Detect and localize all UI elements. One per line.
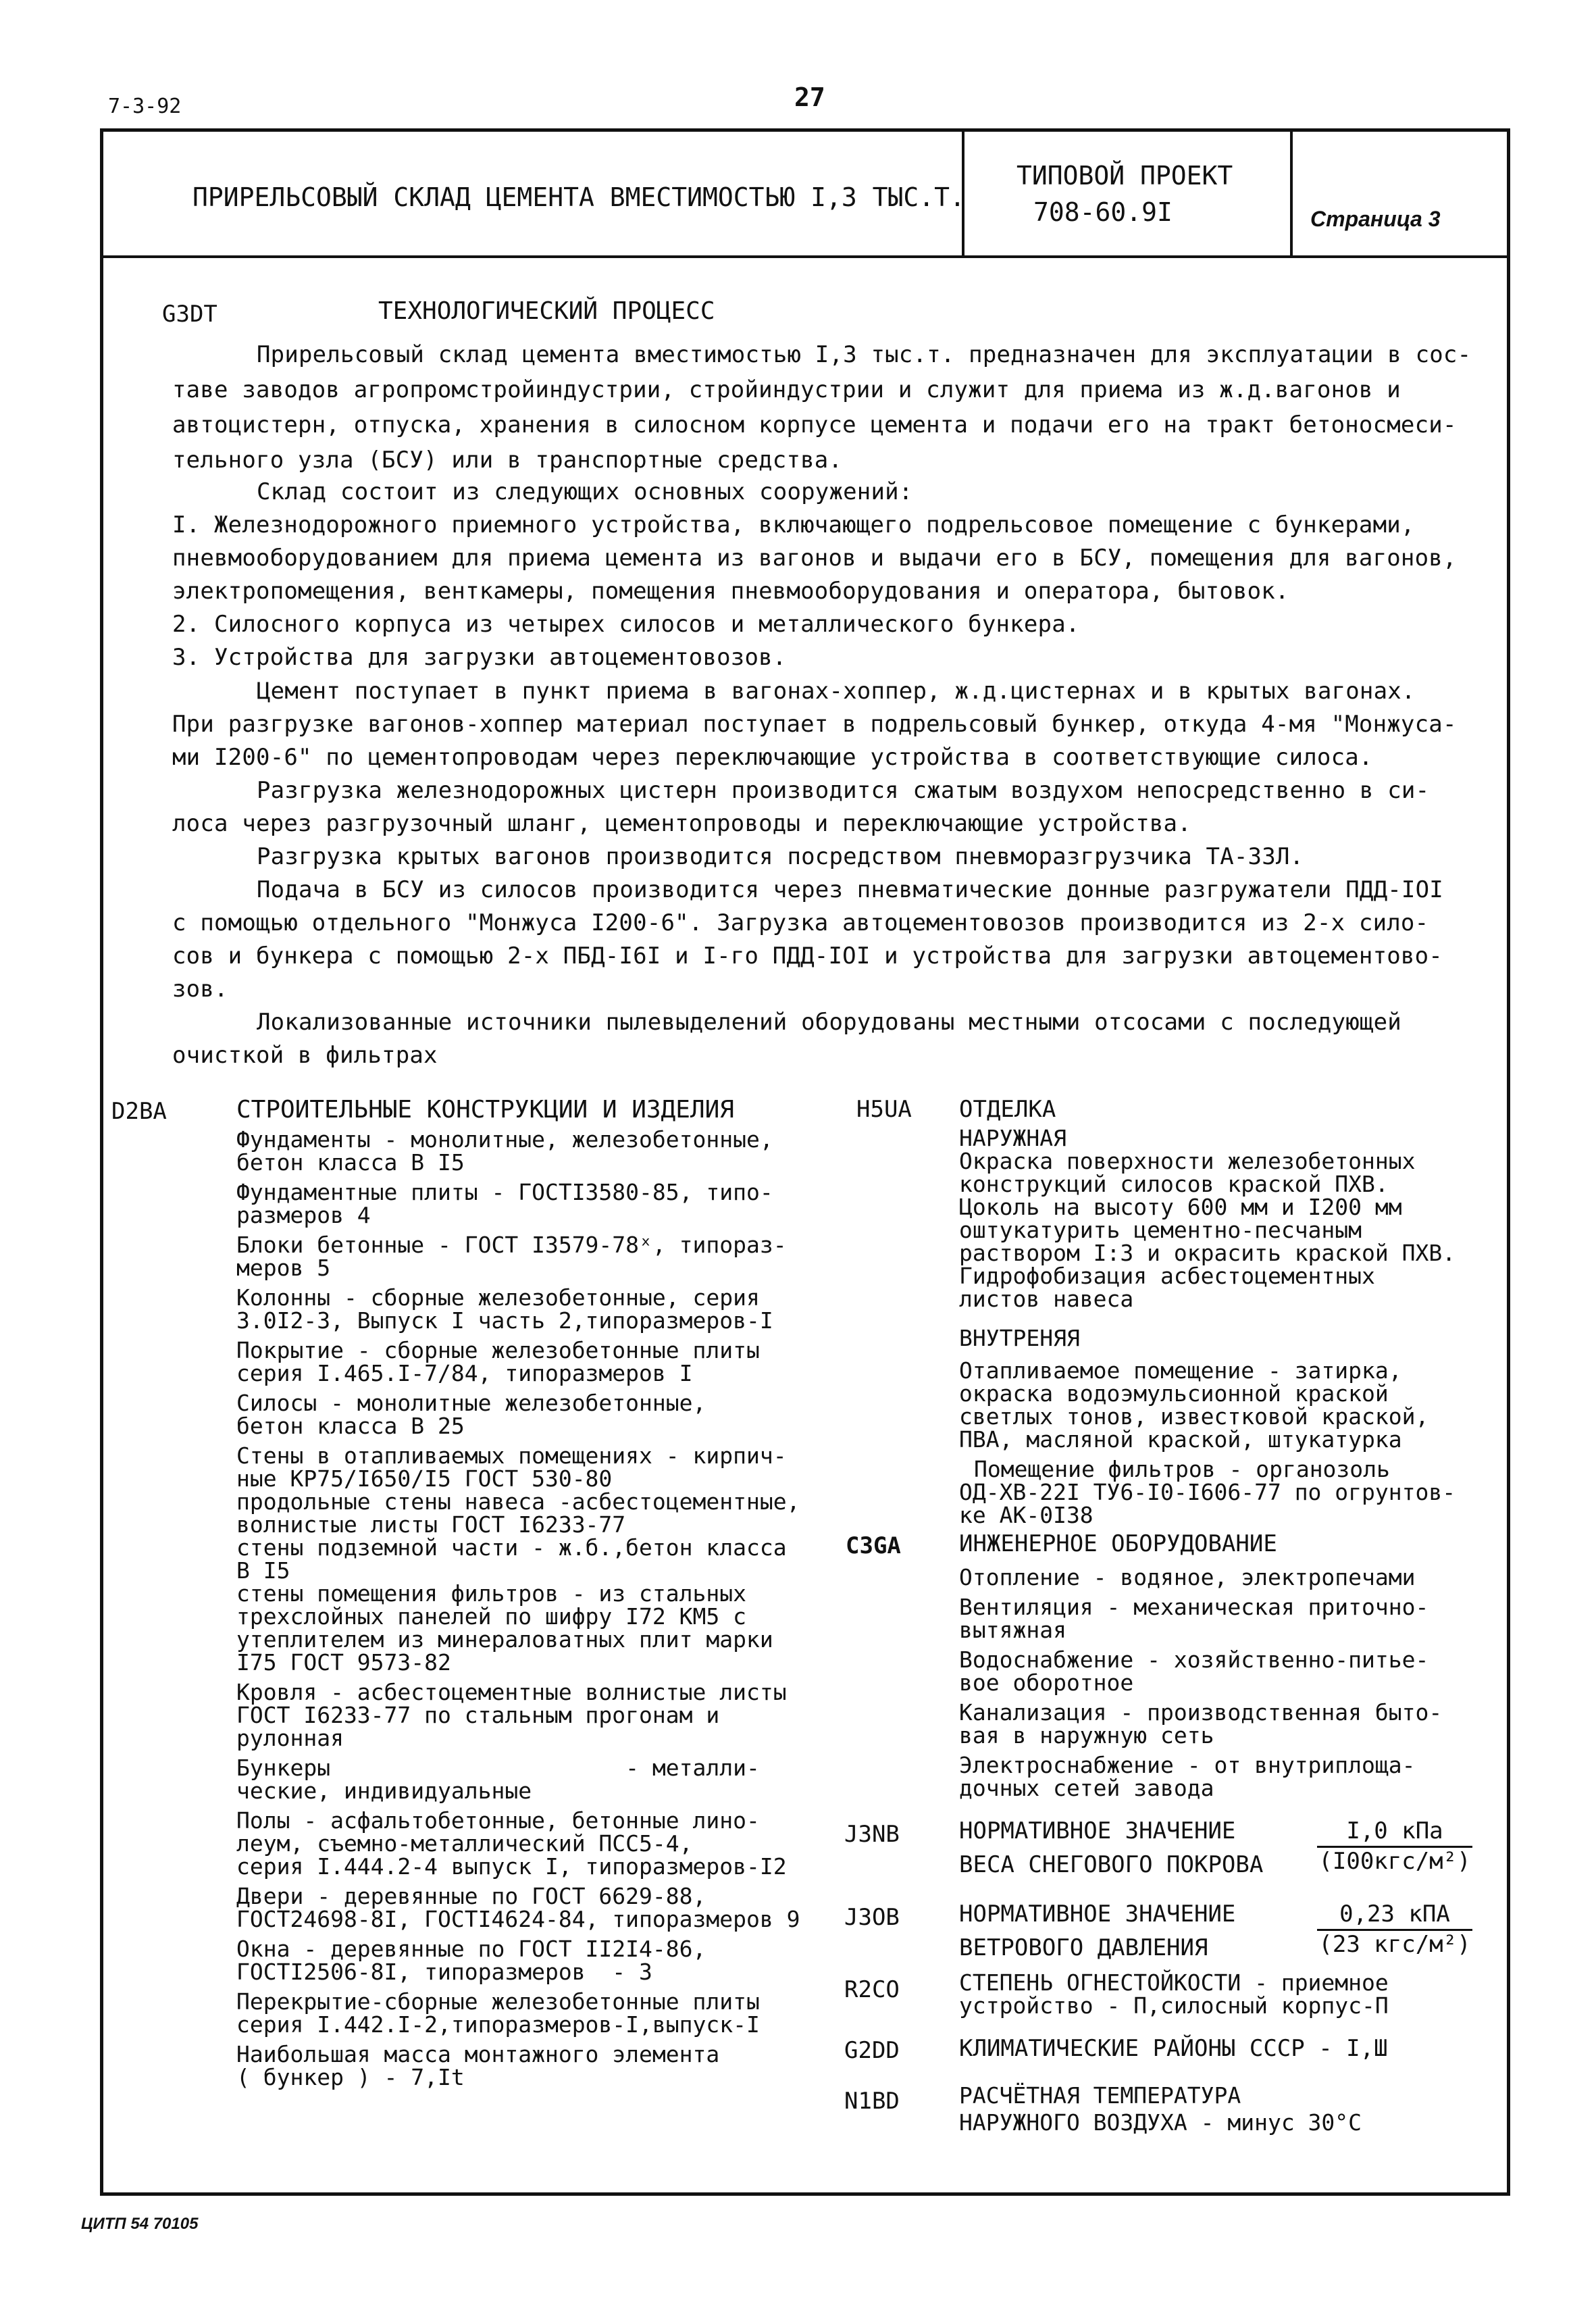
- wind-label-1: НОРМАТИВНОЕ ЗНАЧЕНИЕ: [959, 1901, 1236, 1928]
- list-item: леум, съемно-металлический ПСС5-4,: [236, 1830, 693, 1857]
- list-item: Кровля - асбестоцементные волнистые листы: [236, 1679, 787, 1705]
- finish-outer-heading: НАРУЖНАЯ: [959, 1125, 1066, 1151]
- list-item: размеров 4: [236, 1202, 371, 1228]
- intro-line: очисткой в фильтрах: [172, 1042, 438, 1069]
- section-heading-finish: ОТДЕЛКА: [959, 1096, 1056, 1123]
- list-item: серия I.444.2-4 выпуск I, типоразмеров-I2: [236, 1853, 787, 1880]
- wind-value: [1317, 1901, 1472, 1958]
- list-item: Стены в отапливаемых помещениях - кирпич-: [236, 1442, 787, 1469]
- snow-value: [1317, 1817, 1472, 1875]
- sheet-label: Страница 3: [1310, 207, 1441, 231]
- finish-line: ке АК-0I38: [959, 1502, 1093, 1528]
- list-item: Электроснабжение - от внутриплоща-: [959, 1752, 1416, 1778]
- finish-line: Окраска поверхности железобетонных: [959, 1148, 1416, 1174]
- engineering-list: [959, 1566, 1442, 1800]
- header-col-divider-2: [1290, 128, 1293, 257]
- list-item: Полы - асфальтобетонные, бетонные лино-: [236, 1807, 760, 1834]
- snow-label-2: ВЕСА СНЕГОВОГО ПОКРОВА: [959, 1851, 1264, 1878]
- intro-line: Разгрузка крытых вагонов производится посредством пневморазгрузчика ТА-33Л.: [257, 843, 1304, 870]
- list-item: 3.0I2-3, Выпуск I часть 2,типоразмеров-I: [236, 1307, 773, 1334]
- temperature: [959, 2084, 1362, 2134]
- finish-line: Цоколь на высоту 600 мм и I200 мм: [959, 1194, 1402, 1220]
- list-item: Наибольшая масса монтажного элемента: [236, 2041, 720, 2067]
- intro-line: Разгрузка железнодорожных цистерн производится сжатым воздухом непосредственно в си-: [257, 777, 1430, 804]
- section-code-intro: G3DT: [162, 301, 217, 328]
- intro-line: Склад состоит из следующих основных сооружений:: [257, 478, 913, 505]
- intro-line: ми I200-6" по цементопроводам через переключающие устройства в соответствующие силоса.: [172, 744, 1373, 771]
- list-item: I75 ГОСТ 9573-82: [236, 1649, 451, 1676]
- list-item: Блоки бетонные - ГОСТ I3579-78ˣ, типораз-: [236, 1232, 787, 1258]
- intro-line: 3. Устройства для загрузки автоцементовозов.: [172, 644, 787, 671]
- finish-line: ПВА, масляной краской, штукатурка: [959, 1426, 1402, 1453]
- list-item: ческие, индивидуальные: [236, 1778, 532, 1804]
- wind-value-kgs: (23 кгс/м²): [1318, 1931, 1471, 1958]
- doc-code: 7-3-92: [108, 95, 182, 118]
- section-code-finish: H5UA: [856, 1096, 912, 1123]
- list-item: ГОСТI2506-8I, типоразмеров - 3: [236, 1959, 652, 1985]
- project-label: ТИПОВОЙ ПРОЕКТ: [1016, 161, 1233, 191]
- section-heading-constructions: СТРОИТЕЛЬНЫЕ КОНСТРУКЦИИ И ИЗДЕЛИЯ: [236, 1096, 734, 1124]
- list-item: дочных сетей завода: [959, 1775, 1214, 1801]
- section-code-constructions: D2BA: [111, 1098, 167, 1125]
- intro-line: 2. Силосного корпуса из четырех силосов и металлического бункера.: [172, 611, 1080, 638]
- finish-line: Отапливаемое помещение - затирка,: [959, 1357, 1402, 1384]
- list-item: Фундаментные плиты - ГОСТI3580-85, типо-: [236, 1179, 773, 1205]
- document-title: ПРИРЕЛЬСОВЫЙ СКЛАД ЦЕМЕНТА ВМЕСТИМОСТЬЮ I,3 ТЫС.Т.: [192, 182, 965, 212]
- section-code-fire: R2CO: [844, 1976, 900, 2003]
- list-item: Перекрытие-сборные железобетонные плиты: [236, 1988, 760, 2015]
- finish-line: Помещение фильтров - органозоль: [974, 1456, 1390, 1482]
- finish-line: ОД-ХВ-22I ТУ6-I0-I606-77 по огрунтов-: [959, 1479, 1456, 1505]
- section-heading-engineering: ИНЖЕНЕРНОЕ ОБОРУДОВАНИЕ: [959, 1530, 1277, 1557]
- fire-resistance: [959, 1971, 1389, 2017]
- intro-line: Подача в БСУ из силосов производится через пневматические донные разгружатели ПДД-IOI: [257, 876, 1443, 903]
- intro-line: При разгрузке вагонов-хоппер материал поступает в подрельсовый бункер, откуда 4-мя "Монжуса-: [172, 711, 1457, 738]
- construction-list: [236, 1128, 800, 2089]
- intro-line: с помощью отдельного "Монжуса I200-6". Загрузка автоцементовозов производится из 2-х сило-: [172, 909, 1429, 936]
- intro-line: сов и бункера с помощью 2-х ПБД-I6I и I-го ПДД-IOI и устройства для загрузки автоцементово-: [172, 942, 1443, 970]
- list-item: вая в наружную сеть: [959, 1722, 1214, 1749]
- climate-line: КЛИМАТИЧЕСКИЕ РАЙОНЫ СССР - I,Ш: [959, 2035, 1388, 2062]
- intro-line: Локализованные источники пылевыделений оборудованы местными отсосами с последующей: [257, 1009, 1401, 1036]
- section-code-engineering: C3GA: [846, 1532, 901, 1559]
- list-item: Колонны - сборные железобетонные, серия: [236, 1284, 760, 1311]
- footer-stamp: ЦИТП 54 70105: [81, 2215, 199, 2233]
- section-code-climate: G2DD: [844, 2037, 900, 2064]
- snow-value-kpa: I,0 кПа: [1317, 1817, 1472, 1848]
- intro-line: Прирельсовый склад цемента вместимостью I,3 тыс.т. предназначен для эксплуатации в сос-: [257, 341, 1472, 368]
- finish-line: светлых тонов, известковой краской,: [959, 1403, 1429, 1430]
- list-item: Покрытие - сборные железобетонные плиты: [236, 1337, 760, 1363]
- list-item: Бункеры - металли-: [236, 1755, 760, 1781]
- header-divider: [100, 255, 1510, 258]
- list-item: ГОСТ I6233-77 по стальным прогонам и: [236, 1702, 720, 1728]
- project-number: 708-60.9I: [1033, 197, 1173, 227]
- finish-line: раствором I:3 и окрасить краской ПХВ.: [959, 1240, 1456, 1266]
- intro-line: зов.: [172, 976, 228, 1003]
- list-item: бетон класса В 25: [236, 1413, 465, 1439]
- intro-line: автоцистерн, отпуска, хранения в силосном корпусе цемента и подачи его на тракт бетоносмеси-: [172, 411, 1457, 438]
- list-item: ( бункер ) - 7,It: [236, 2064, 465, 2090]
- temperature-line: НАРУЖНОГО ВОЗДУХА - минус 30°С: [959, 2109, 1362, 2136]
- list-item: В I5: [236, 1557, 290, 1584]
- list-item: Фундаменты - монолитные, железобетонные,: [236, 1126, 773, 1153]
- list-item: Отопление - водяное, электропечами: [959, 1564, 1416, 1590]
- section-heading-intro: ТЕХНОЛОГИЧЕСКИЙ ПРОЦЕСС: [378, 297, 715, 325]
- section-code-temperature: N1BD: [844, 2088, 900, 2115]
- list-item: меров 5: [236, 1255, 331, 1281]
- intro-line: тельного узла (БСУ) или в транспортные средства.: [172, 447, 843, 474]
- temperature-line: РАСЧЁТНАЯ ТЕМПЕРАТУРА: [959, 2082, 1241, 2109]
- snow-label-1: НОРМАТИВНОЕ ЗНАЧЕНИЕ: [959, 1817, 1236, 1844]
- intro-line: электропомещения, венткамеры, помещения пневмооборудования и оператора, бытовок.: [172, 578, 1289, 605]
- list-item: рулонная: [236, 1725, 344, 1751]
- list-item: Канализация - производственная быто-: [959, 1699, 1443, 1726]
- intro-line: I. Железнодорожного приемного устройства, включающего подрельсовое помещение с бункерами,: [172, 511, 1415, 538]
- list-item: продольные стены навеса -асбестоцементные,: [236, 1488, 800, 1515]
- finish-line: конструкций силосов краской ПХВ.: [959, 1171, 1389, 1197]
- intro-line: таве заводов агропромстройиндустрии, стройиндустрии и служит для приема из ж.д.вагонов и: [172, 376, 1401, 403]
- list-item: волнистые листы ГОСТ I6233-77: [236, 1511, 626, 1538]
- wind-value-kpa: 0,23 кПА: [1317, 1901, 1472, 1931]
- list-item: Силосы - монолитные железобетонные,: [236, 1390, 706, 1416]
- list-item: Водоснабжение - хозяйственно-питье-: [959, 1646, 1429, 1673]
- section-code-wind: J3OB: [844, 1904, 900, 1931]
- snow-value-kgs: (I00кгс/м²): [1318, 1848, 1471, 1875]
- list-item: бетон класса В I5: [236, 1149, 465, 1176]
- list-item: Двери - деревянные по ГОСТ 6629-88,: [236, 1883, 706, 1909]
- list-item: трехслойных панелей по шифру I72 КМ5 с: [236, 1603, 746, 1630]
- finish-line: окраска водоэмульсионной краской: [959, 1380, 1389, 1407]
- list-item: Вентиляция - механическая приточно-: [959, 1594, 1429, 1620]
- list-item: серия I.442.I-2,типоразмеров-I,выпуск-I: [236, 2011, 760, 2038]
- intro-line: лоса через разгрузочный шланг, цементопроводы и переключающие устройства.: [172, 810, 1191, 837]
- intro-line: пневмооборудованием для приема цемента из вагонов и выдачи его в БСУ, помещения для вагонов,: [172, 545, 1457, 572]
- page-number: 27: [794, 82, 825, 112]
- section-code-snow: J3NB: [844, 1821, 900, 1848]
- list-item: вое оборотное: [959, 1669, 1134, 1696]
- list-item: стены подземной части - ж.б.,бетон класса: [236, 1534, 787, 1561]
- finish-outer: [959, 1127, 1456, 1527]
- finish-inner-heading: ВНУТРЕНЯЯ: [959, 1325, 1080, 1351]
- list-item: стены помещения фильтров - из стальных: [236, 1580, 746, 1607]
- fire-line: СТЕПЕНЬ ОГНЕСТОЙКОСТИ - приемное: [959, 1969, 1389, 1996]
- list-item: утеплителем из минераловатных плит марки: [236, 1626, 773, 1653]
- list-item: ГОСТ24698-8I, ГОСТI4624-84, типоразмеров 9: [236, 1906, 800, 1932]
- list-item: вытяжная: [959, 1617, 1066, 1643]
- finish-line: листов навеса: [959, 1286, 1134, 1312]
- list-item: ные КР75/I650/I5 ГОСТ 530-80: [236, 1465, 613, 1492]
- finish-line: Гидрофобизация асбестоцементных: [959, 1263, 1375, 1289]
- finish-line: оштукатурить цементно-песчаным: [959, 1217, 1362, 1243]
- list-item: Окна - деревянные по ГОСТ II2I4-86,: [236, 1936, 706, 1962]
- intro-line: Цемент поступает в пункт приема в вагонах-хоппер, ж.д.цистернах и в крытых вагонах.: [257, 678, 1416, 705]
- fire-line: устройство - П,силосный корпус-П: [959, 1992, 1389, 2019]
- list-item: серия I.465.I-7/84, типоразмеров I: [236, 1360, 693, 1386]
- wind-label-2: ВЕТРОВОГО ДАВЛЕНИЯ: [959, 1934, 1208, 1961]
